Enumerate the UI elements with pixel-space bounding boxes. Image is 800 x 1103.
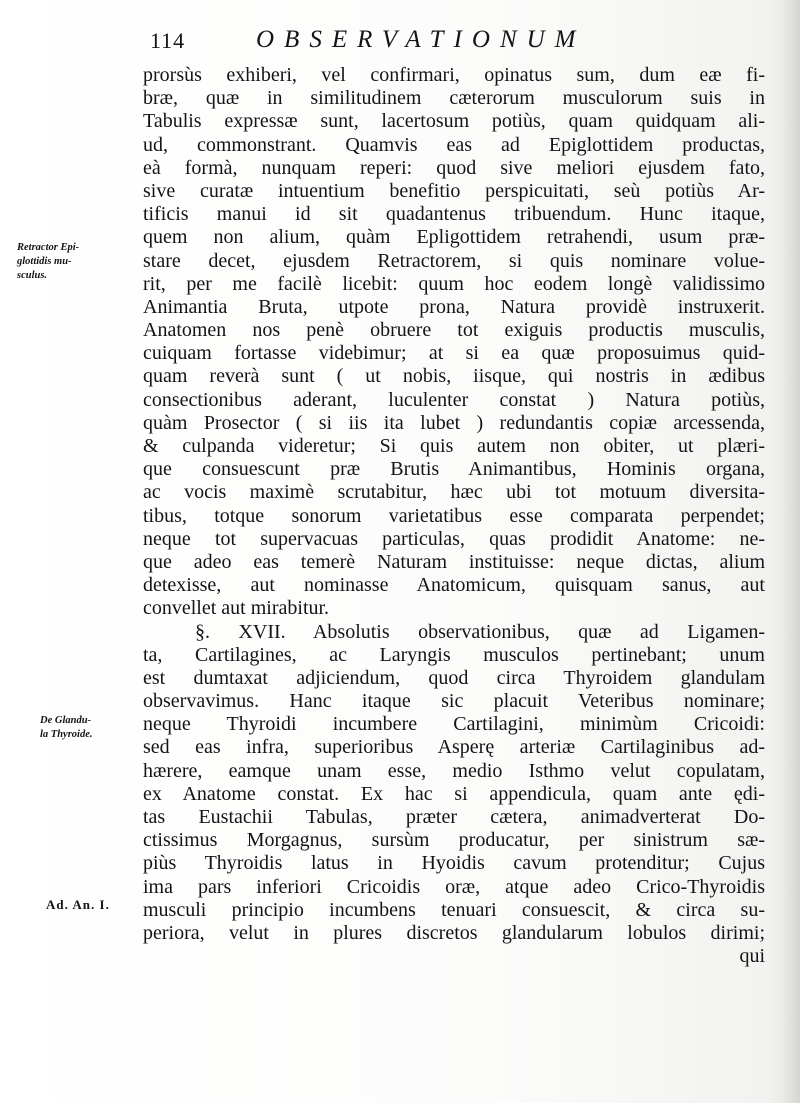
- text-line: Tabulis expressæ sunt, lacertosum potiùs, quam quidquam ali-: [143, 110, 765, 133]
- page-number: 114: [150, 28, 186, 53]
- text-line: tibus, totque sonorum varietatibus esse comparata perpendet;: [143, 504, 765, 527]
- running-title: OBSERVATIONUM: [256, 26, 586, 53]
- text-line: eà formà, nunquam reperi: quod sive meliori ejusdem fato,: [143, 156, 765, 179]
- text-line: bræ, quæ in similitudinem cæterorum musculorum suis in: [143, 87, 765, 110]
- text-line: sed eas infra, superioribus Asperę arteriæ Cartilaginibus ad-: [143, 736, 765, 759]
- margin-note-retractor: [17, 241, 79, 283]
- margin-note-line: Ad. An. I.: [46, 897, 110, 912]
- text-line: musculi principio incumbens tenuari consuescit, & circa su-: [143, 898, 765, 921]
- text-line: que consuescunt præ Brutis Animantibus, Hominis organa,: [143, 458, 765, 481]
- text-line: ta, Cartilagines, ac Laryngis musculos pertinebant; unum: [143, 643, 765, 666]
- margin-notes: [0, 0, 140, 1103]
- text-line: Anatomen nos penè obruere tot exiguis productis musculis,: [143, 319, 765, 342]
- text-line: ex Anatome constat. Ex hac si appendicula, quam ante ędi-: [143, 782, 765, 805]
- margin-note-thyroid: [40, 714, 93, 742]
- text-line: hærere, eamque unam esse, medio Isthmo velut copulatam,: [143, 759, 765, 782]
- text-line: neque Thyroidi incumbere Cartilagini, minimùm Cricoidi:: [143, 713, 765, 736]
- page-header: [150, 22, 760, 62]
- text-line: periora, velut in plures discretos glandularum lobulos dirimi;: [143, 921, 765, 944]
- catchword: qui: [739, 945, 765, 968]
- text-line: est dumtaxat adjiciendum, quod circa Thyroidem glandulam: [143, 666, 765, 689]
- text-line: ud, commonstrant. Quamvis eas ad Epiglottidem productas,: [143, 133, 765, 156]
- text-line: ac vocis maximè scrutabitur, hæc ubi tot motuum diversita-: [143, 481, 765, 504]
- text-line: convellet aut mirabitur.: [143, 597, 330, 620]
- text-line: quam reverà sunt ( ut nobis, iisque, qui nostris in ædibus: [143, 365, 765, 388]
- text-line: tificis manui id sit quadantenus tribuendum. Hunc itaque,: [143, 203, 765, 226]
- text-line: prorsùs exhiberi, vel confirmari, opinatus sum, dum eæ fi-: [143, 64, 765, 86]
- margin-note-reference: [46, 898, 110, 912]
- margin-note-line: Retractor Epi-: [17, 242, 80, 253]
- section-heading-line: §. XVII. Absolutis observationibus, quæ ad Ligamen-: [195, 620, 765, 643]
- text-line: observavimus. Hanc itaque sic placuit Veteribus nominare;: [143, 690, 765, 713]
- margin-note-line: la Thyroide.: [40, 729, 93, 740]
- text-line: cuiquam fortasse videbimur; at si ea quæ proposuimus quid-: [143, 342, 765, 365]
- text-line: & culpanda videretur; Si quis autem non obiter, ut plæri-: [143, 435, 765, 457]
- margin-note-line: De Glandu-: [40, 715, 92, 726]
- text-line: rit, per me facilè licebit: quum hoc eodem longè validissimo: [143, 272, 765, 295]
- text-line: detexisse, aut nominasse Anatomicum, quisquam sanus, aut: [143, 574, 765, 597]
- text-line: consectionibus aderant, luculenter constat ) Natura potiùs,: [143, 388, 765, 411]
- margin-note-line: sculus.: [17, 270, 48, 281]
- text-line: quem non alium, quàm Epligottidem retrahendi, usum præ-: [143, 226, 765, 249]
- text-line: piùs Thyroidis latus in Hyoidis cavum protenditur; Cujus: [143, 852, 765, 875]
- text-line: Animantia Bruta, utpote prona, Natura providè instruxerit.: [143, 295, 765, 318]
- text-line: neque tot supervacuas particulas, quas prodidit Anatome: ne-: [143, 527, 765, 550]
- text-line: sive curatæ intuentium benefitio perspicuitati, seù potiùs Ar-: [143, 179, 765, 202]
- margin-note-line: glottidis mu-: [17, 256, 72, 267]
- text-line: que adeo eas temerè Naturam instituisse: neque dictas, alium: [143, 550, 765, 573]
- text-line: quàm Prosector ( si iis ita lubet ) redundantis copiæ arcessenda,: [143, 411, 765, 434]
- body-text: [143, 64, 765, 968]
- page-edge-shadow: [782, 0, 800, 1103]
- text-line: ima pars inferiori Cricoidis oræ, atque adeo Crico-Thyroidis: [143, 875, 765, 898]
- text-line: stare decet, ejusdem Retractorem, si quis nominare volue-: [143, 249, 765, 272]
- text-line: tas Eustachii Tabulas, præter cætera, animadverterat Do-: [143, 806, 765, 828]
- text-line: ctissimus Morgagnus, sursùm producatur, per sinistrum sæ-: [143, 829, 765, 852]
